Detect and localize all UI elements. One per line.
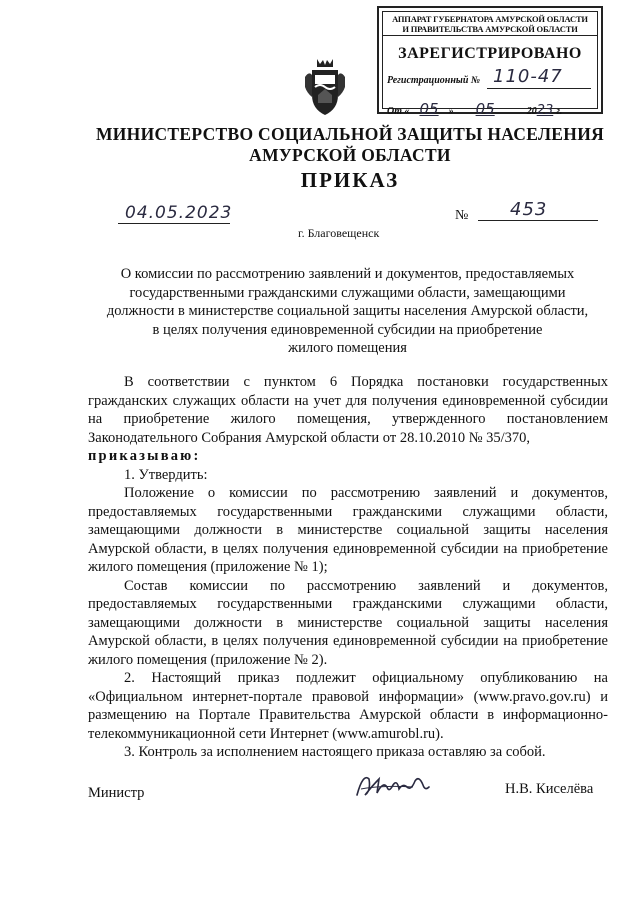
order-body bbox=[88, 373, 608, 762]
stamp-reg-number: 110-47 bbox=[493, 66, 563, 87]
stamp-date-day: 05 bbox=[419, 100, 439, 118]
ministry-name bbox=[70, 124, 630, 166]
registration-stamp bbox=[377, 6, 603, 118]
handwritten-signature bbox=[353, 765, 433, 803]
stamp-date-row bbox=[387, 100, 593, 118]
stamp-date-year-prefix: 20 bbox=[526, 106, 537, 117]
order-date: 04.05.2023 bbox=[125, 203, 233, 223]
number-sign: № bbox=[455, 208, 469, 223]
ministry-line2: АМУРСКОЙ ОБЛАСТИ bbox=[249, 145, 451, 165]
stamp-org-line2: И ПРАВИТЕЛЬСТВА АМУРСКОЙ ОБЛАСТИ bbox=[383, 24, 597, 36]
item-1-regulation: Положение о комиссии по рассмотрению заявлений и документов, предоставляемых государственными гражданскими служащими области, замещающими должности в министерстве социальной защиты населения Амурской области, в целях получения единовременной субсидии на приобретение жилого помещения (приложение № 1); bbox=[88, 485, 608, 575]
stamp-date-year-suffix: 23 bbox=[536, 103, 554, 118]
city: г. Благовещенск bbox=[298, 226, 380, 240]
stamp-date-month: 05 bbox=[475, 100, 495, 118]
subject-line: в целях получения единовременной субсидии на приобретение bbox=[152, 321, 543, 338]
item-1: 1. Утвердить: bbox=[124, 466, 208, 483]
order-date-underline bbox=[118, 223, 230, 224]
order-number-underline bbox=[478, 220, 598, 221]
coat-of-arms-emblem bbox=[303, 57, 347, 117]
signatory-role: Министр bbox=[88, 785, 145, 801]
stamp-title: ЗАРЕГИСТРИРОВАНО bbox=[398, 45, 582, 62]
orders-word bbox=[88, 447, 608, 466]
signatory-name: Н.В. Киселёва bbox=[505, 781, 594, 797]
subject-line: государственными гражданскими служащими области, замещающими bbox=[129, 284, 566, 301]
stamp-reg-underline bbox=[487, 88, 591, 89]
stamp-reg-label: Регистрационный № bbox=[387, 75, 481, 86]
subject-line: жилого помещения bbox=[288, 340, 407, 356]
stamp-date-suffix: г. bbox=[556, 106, 563, 117]
item-1-composition: Состав комиссии по рассмотрению заявлений и документов, предоставляемых государственными гражданскими служащими области, замещающими должности в министерстве социальной защиты населения Амурской области, в целях получения единовременной субсидии на приобретение жилого помещения (приложение № 2). bbox=[88, 577, 608, 668]
subject-line: должности в министерстве социальной защиты населения Амурской области, bbox=[106, 303, 589, 319]
stamp-date-mid: » bbox=[448, 106, 454, 117]
order-subject bbox=[85, 265, 610, 358]
stamp-inner-frame bbox=[382, 11, 598, 118]
orders-word-text: приказываю: bbox=[88, 448, 201, 464]
document-type: ПРИКАЗ bbox=[300, 168, 400, 192]
order-number: 453 bbox=[510, 199, 548, 220]
preamble-paragraph: В соответствии с пунктом 6 Порядка постановки государственных гражданских служащих области на учет для получения единовременной субсидии на приобретение жилого помещения, утвержденного постановлением Законодательного Собрания Амурской области от 28.10.2010 № 35/370, bbox=[88, 374, 608, 446]
stamp-org-line1: АППАРАТ ГУБЕРНАТОРА АМУРСКОЙ ОБЛАСТИ bbox=[392, 14, 588, 24]
item-2: 2. Настоящий приказ подлежит официальному опубликованию на «Официальном интернет-портале правовой информации» (www.pravo.gov.ru) и размещению на Портале Правительства Амурской области в информационно-телекоммуникационной сети Интернет (www.amurobl.ru). bbox=[88, 670, 608, 742]
item-3: 3. Контроль за исполнением настоящего приказа оставляю за собой. bbox=[124, 744, 546, 760]
ministry-line1: МИНИСТЕРСТВО СОЦИАЛЬНОЙ ЗАЩИТЫ НАСЕЛЕНИЯ bbox=[95, 124, 605, 144]
subject-line: О комиссии по рассмотрению заявлений и документов, предоставляемых bbox=[120, 266, 575, 282]
stamp-date-prefix: От « bbox=[387, 106, 410, 117]
stamp-organization bbox=[383, 14, 597, 36]
